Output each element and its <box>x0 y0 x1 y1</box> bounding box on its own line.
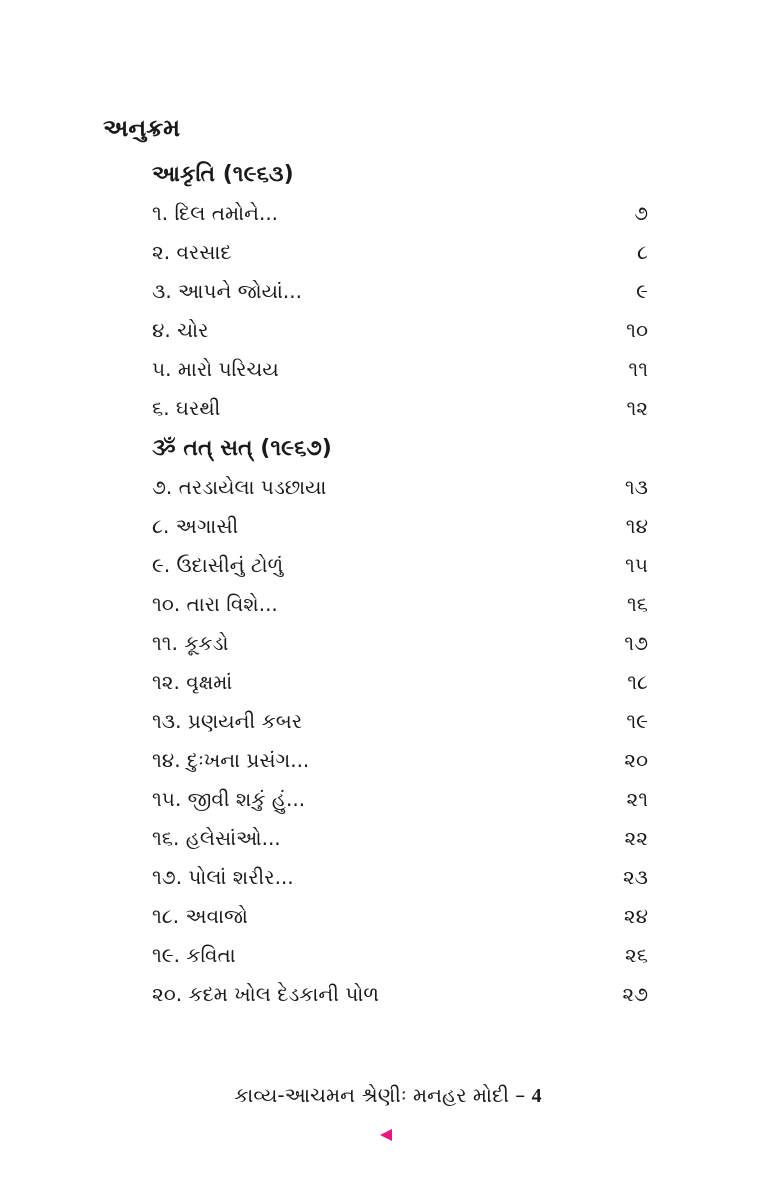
entry-title: ૨. વરસાદ <box>152 240 232 264</box>
toc-entry[interactable] <box>152 628 648 658</box>
page-footer <box>0 1080 776 1111</box>
entry-page-number: ૨૩ <box>622 865 648 889</box>
entry-page-number: ૧૫ <box>625 553 648 577</box>
entry-title: ૬. ઘરથી <box>152 396 221 420</box>
entry-page-number: ૨૧ <box>626 787 648 811</box>
toc-entry[interactable] <box>152 784 648 814</box>
entry-page-number: ૧૧ <box>628 357 648 381</box>
entry-page-number: ૧૯ <box>626 709 648 733</box>
entry-page-number: ૭ <box>634 201 648 225</box>
toc-entry[interactable] <box>152 901 648 931</box>
entry-page-number: ૧૪ <box>625 514 648 538</box>
toc-entry[interactable] <box>152 393 648 423</box>
toc-entry[interactable] <box>152 511 648 541</box>
toc-entry[interactable] <box>152 862 648 892</box>
toc-entry[interactable] <box>152 979 648 1009</box>
entry-title: ૧૭. પોલાં શરીર... <box>152 865 294 889</box>
toc-entry[interactable] <box>152 940 648 970</box>
entry-page-number: ૧૩ <box>624 475 648 499</box>
entry-title: ૨૦. કદમ ખોલ દેડકાની પોળ <box>152 982 379 1006</box>
entry-title: ૧૨. વૃક્ષમાં <box>152 670 233 694</box>
entry-title: ૪. ચોર <box>152 318 209 342</box>
toc-entry[interactable] <box>152 823 648 853</box>
entry-title: ૧૦. તારા વિશે... <box>152 592 278 616</box>
entry-title: ૭. તરડાયેલા પડછાયા <box>152 475 327 499</box>
page-title: અનુક્રમ <box>103 114 181 142</box>
entry-page-number: ૨૦ <box>624 748 648 772</box>
toc-entry[interactable] <box>152 472 648 502</box>
footer-page-number: 4 <box>531 1085 542 1107</box>
toc-entry[interactable] <box>152 550 648 580</box>
entry-title: ૧૯. કવિતા <box>152 943 236 967</box>
section-title: ૐ તત્ સત્ (૧૯૬૭) <box>152 436 332 461</box>
entry-title: ૧૬. હલેસાંઓ... <box>152 826 281 850</box>
entry-page-number: ૧૮ <box>627 670 648 694</box>
entry-page-number: ૧૭ <box>624 631 648 655</box>
entry-page-number: ૯ <box>636 279 648 303</box>
triangle-left-icon[interactable] <box>380 1129 392 1141</box>
entry-title: ૧૧. કૂકડો <box>152 631 229 655</box>
entry-title: ૩. આપને જોયાં... <box>152 279 302 303</box>
entry-title: ૧૫. જીવી શકું હું... <box>152 787 306 811</box>
entry-page-number: ૨૪ <box>623 904 648 928</box>
toc-entry[interactable] <box>152 354 648 384</box>
entry-title: ૧. દિલ તમોને... <box>152 201 279 225</box>
entry-title: ૯. ઉદાસીનું ટોળું <box>152 553 284 577</box>
toc-entry[interactable] <box>152 706 648 736</box>
toc-entry[interactable] <box>152 589 648 619</box>
entry-page-number: ૧૦ <box>626 318 648 342</box>
toc-entry[interactable] <box>152 198 648 228</box>
toc-entry[interactable] <box>152 276 648 306</box>
toc-entry[interactable] <box>152 237 648 267</box>
toc-entry[interactable] <box>152 745 648 775</box>
entry-page-number: ૨૨ <box>624 826 648 850</box>
toc-entry[interactable] <box>152 315 648 345</box>
entry-page-number: ૮ <box>637 240 648 264</box>
toc-entry[interactable] <box>152 667 648 697</box>
entry-title: ૧૮. અવાજો <box>152 904 248 928</box>
entry-page-number: ૨૭ <box>622 982 648 1006</box>
entry-title: ૧૩. પ્રણયની કબર <box>152 709 303 733</box>
entry-title: ૫. મારો પરિચય <box>152 357 279 381</box>
entry-page-number: ૨૬ <box>625 943 648 967</box>
entry-title: ૧૪. દુઃખના પ્રસંગ... <box>152 748 310 772</box>
entry-title: ૮. અગાસી <box>152 514 239 538</box>
entry-page-number: ૧૨ <box>626 396 648 420</box>
entry-page-number: ૧૬ <box>627 592 648 616</box>
series-title: કાવ્ય-આચમન શ્રેણીઃ મનહર મોદી – <box>234 1083 526 1107</box>
section-title: આકૃતિ (૧૯૬૩) <box>152 162 294 187</box>
